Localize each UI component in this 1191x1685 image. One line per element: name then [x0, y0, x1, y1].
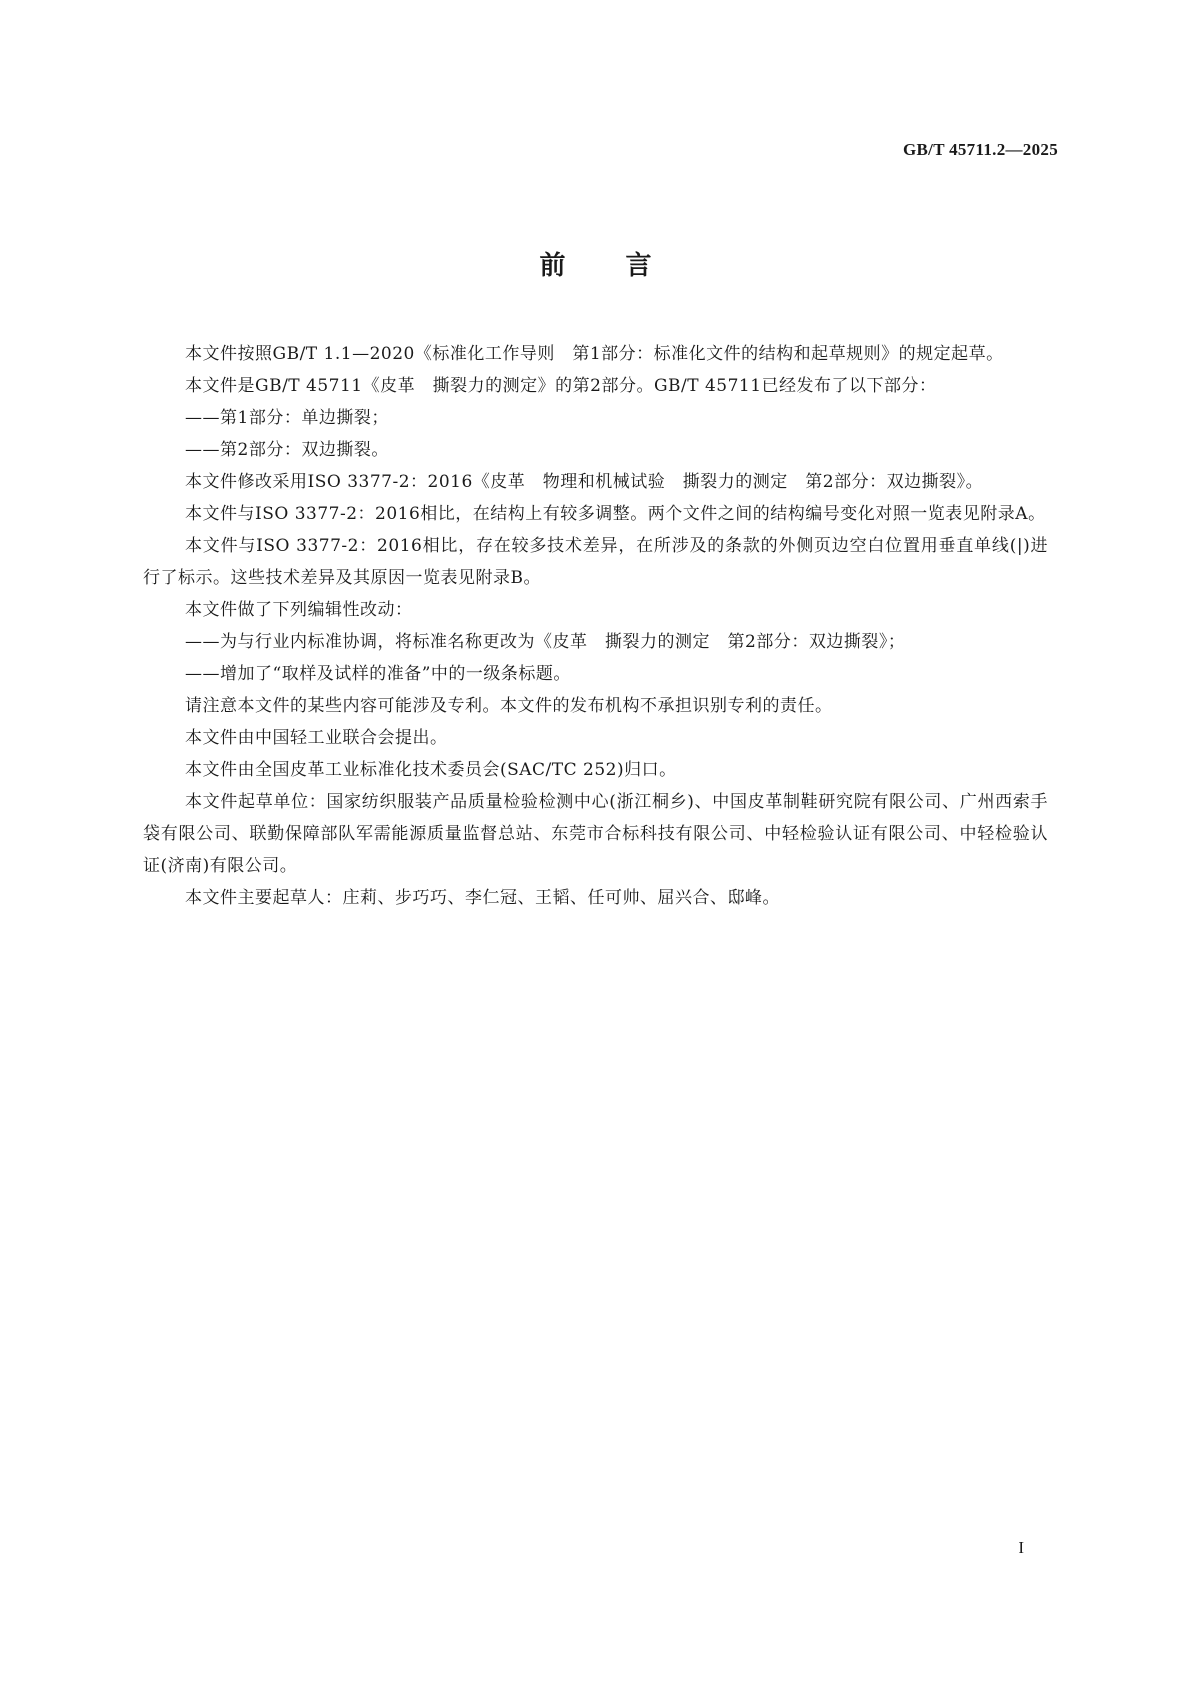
- paragraph-proposer: 本文件由中国轻工业联合会提出。: [185, 728, 448, 748]
- paragraph-technical-differences: 本文件与ISO 3377-2：2016相比，存在较多技术差异，在所涉及的条款的外侧页边空白位置用垂直单线(|)进行了标示。这些技术差异及其原因一览表见附录B。: [143, 536, 1048, 588]
- foreword-body: [143, 338, 1048, 914]
- paragraph-structure-changes: 本文件与ISO 3377-2：2016相比，在结构上有较多调整。两个文件之间的结构编号变化对照一览表见附录A。: [185, 504, 1046, 524]
- list-item-title-change: ——为与行业内标准协调，将标准名称更改为《皮革 撕裂力的测定 第2部分：双边撕裂》；: [185, 632, 906, 652]
- paragraph-drafting-units: 本文件起草单位：国家纺织服装产品质量检验检测中心(浙江桐乡)、中国皮革制鞋研究院有限公司、广州西索手袋有限公司、联勤保障部队军需能源质量监督总站、东莞市合标科技有限公司、中轻检验认证有限公司、中轻检验认证(济南)有限公司。: [143, 792, 1048, 876]
- paragraph-modified-adoption: 本文件修改采用ISO 3377-2：2016《皮革 物理和机械试验 撕裂力的测定 第2部分：双边撕裂》。: [185, 472, 984, 492]
- list-item-part-2: ——第2部分：双边撕裂。: [185, 440, 389, 460]
- paragraph-committee: 本文件由全国皮革工业标准化技术委员会(SAC/TC 252)归口。: [185, 760, 677, 780]
- list-item-part-1: ——第1部分：单边撕裂；: [185, 408, 389, 428]
- paragraph-editorial-changes: 本文件做了下列编辑性改动：: [185, 600, 413, 620]
- paragraph-patent-notice: 请注意本文件的某些内容可能涉及专利。本文件的发布机构不承担识别专利的责任。: [185, 696, 833, 716]
- list-item-heading-added: ——增加了“取样及试样的准备”中的一级条标题。: [185, 664, 571, 684]
- paragraph-drafting-rule: 本文件按照GB/T 1.1—2020《标准化工作导则 第1部分：标准化文件的结构和起草规则》的规定起草。: [185, 344, 1004, 364]
- paragraph-part-of-series: 本文件是GB/T 45711《皮革 撕裂力的测定》的第2部分。GB/T 45711已经发布了以下部分：: [185, 376, 937, 396]
- page-number: I: [1018, 1538, 1024, 1557]
- paragraph-drafters: 本文件主要起草人：庄莉、步巧巧、李仁冠、王韬、任可帅、屈兴合、邸峰。: [185, 888, 780, 908]
- standard-number: GB/T 45711.2—2025: [903, 140, 1058, 159]
- page-title: 前言: [539, 251, 712, 281]
